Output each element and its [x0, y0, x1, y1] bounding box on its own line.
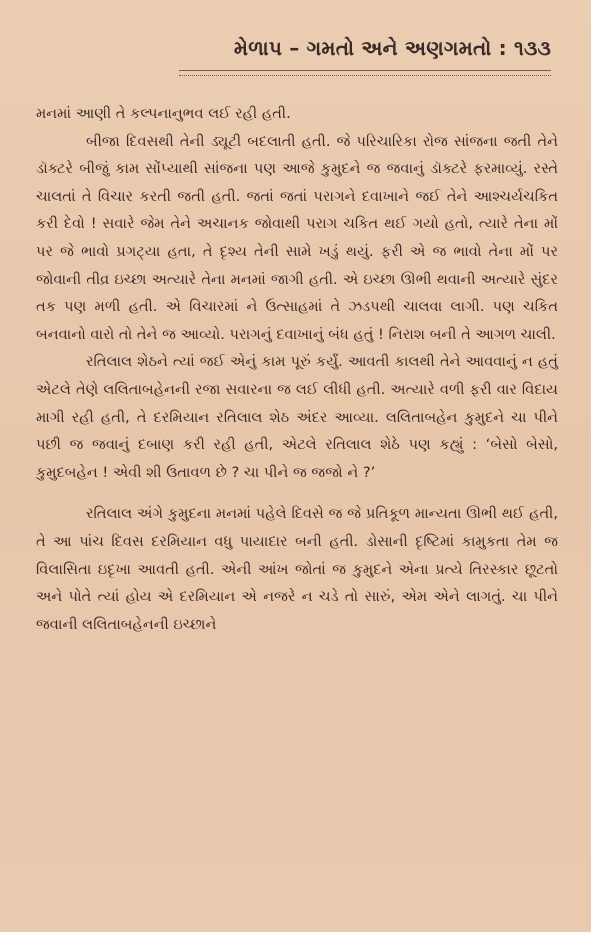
paragraph: બીજા દિવસથી તેની ડ્યૂટી બદલાતી હતી. જે પરિચારિકા રોજ સાંજના જતી તેને ડૉક્ટરે બીજું કામ સોંપ્યાથી સાંજના પણ આજે કુમુદને જ જવાનું ડૉક્ટરે ફરમાવ્યું. રસ્તે ચાલતાં તે વિચાર કરતી જતી હતી. જતાં જતાં પરાગને દવાખાને જઈ તેને આશ્ચર્યચકિત કરી દેવો ! સવારે જેમ તેને અચાનક જોવાથી પરાગ ચકિત થઈ ગયો હતો, ત્યારે તેના મોં પર જે ભાવો પ્રગટ્યા હતા, તે દૃશ્ય તેની સામે ખડું થયું. ફરી એ જ ભાવો તેના મોં પર જોવાની તીવ્ર ઇચ્છા અત્યારે તેના મનમાં જાગી હતી. એ ઇચ્છા ઊભી થવાની અત્યારે સુંદર તક પણ મળી હતી. એ વિચારમાં ને ઉત્સાહમાં તે ઝડપથી ચાલવા લાગી. પણ ચકિત બનવાનો વારો તો તેને જ આવ્યો. પરાગનું દવાખાનું બંધ હતું ! નિરાશ બની તે આગળ ચાલી. [36, 132, 558, 343]
paragraph: રતિલાલ શેઠને ત્યાં જઈ એનું કામ પૂરું કર્યું. આવતી કાલથી તેને આવવાનું ન હતું એટલે તેણે લલિતાબહેનની રજા સવારના જ લઈ લીધી હતી. અત્યારે વળી ફરી વાર વિદાય માગી રહી હતી, તે દરમિયાન રતિલાલ શેઠ અંદર આવ્યા. લલિતાબહેન કુમુદને ચા પીને પછી જ જવાનું દબાણ કરી રહી હતી, એટલે રતિલાલ શેઠે પણ કહ્યું : ‘બેસો બેસો, કુમુદબહેન ! એવી શી ઉતાવળ છે ? ચા પીને જ જજો ને ?’ [36, 353, 558, 481]
paragraph-continuation: મનમાં આણી તે કલ્પનાનુભવ લઈ રહી હતી. [36, 105, 291, 122]
paragraph: રતિલાલ અંગે કુમુદના મનમાં પહેલે દિવસે જ જે પ્રતિકૂળ માન્યતા ઊભી થઈ હતી, તે આ પાંચ દિવસ દરમિયાન વધુ પાયાદાર બની હતી. ડોસાની દૃષ્ટિમાં કામુકતા તેમ જ વિલાસિતા ઇદૃખા આવતી હતી. એની આંખ જોતાં જ કુમુદને એના પ્રત્યે તિરસ્કાર છૂટતો અને પોતે ત્યાં હોય એ દરમિયાન એ નજરે ન ચડે તો સારું, એમ એને લાગતું. ચા પીને જવાની લલિતાબહેનની ઇચ્છાને [36, 505, 558, 633]
running-head: મેળાપ – ગમતો અને અણગમતો : ૧૩૩ [233, 36, 551, 60]
page-body [36, 100, 558, 638]
header-rule [179, 70, 551, 76]
